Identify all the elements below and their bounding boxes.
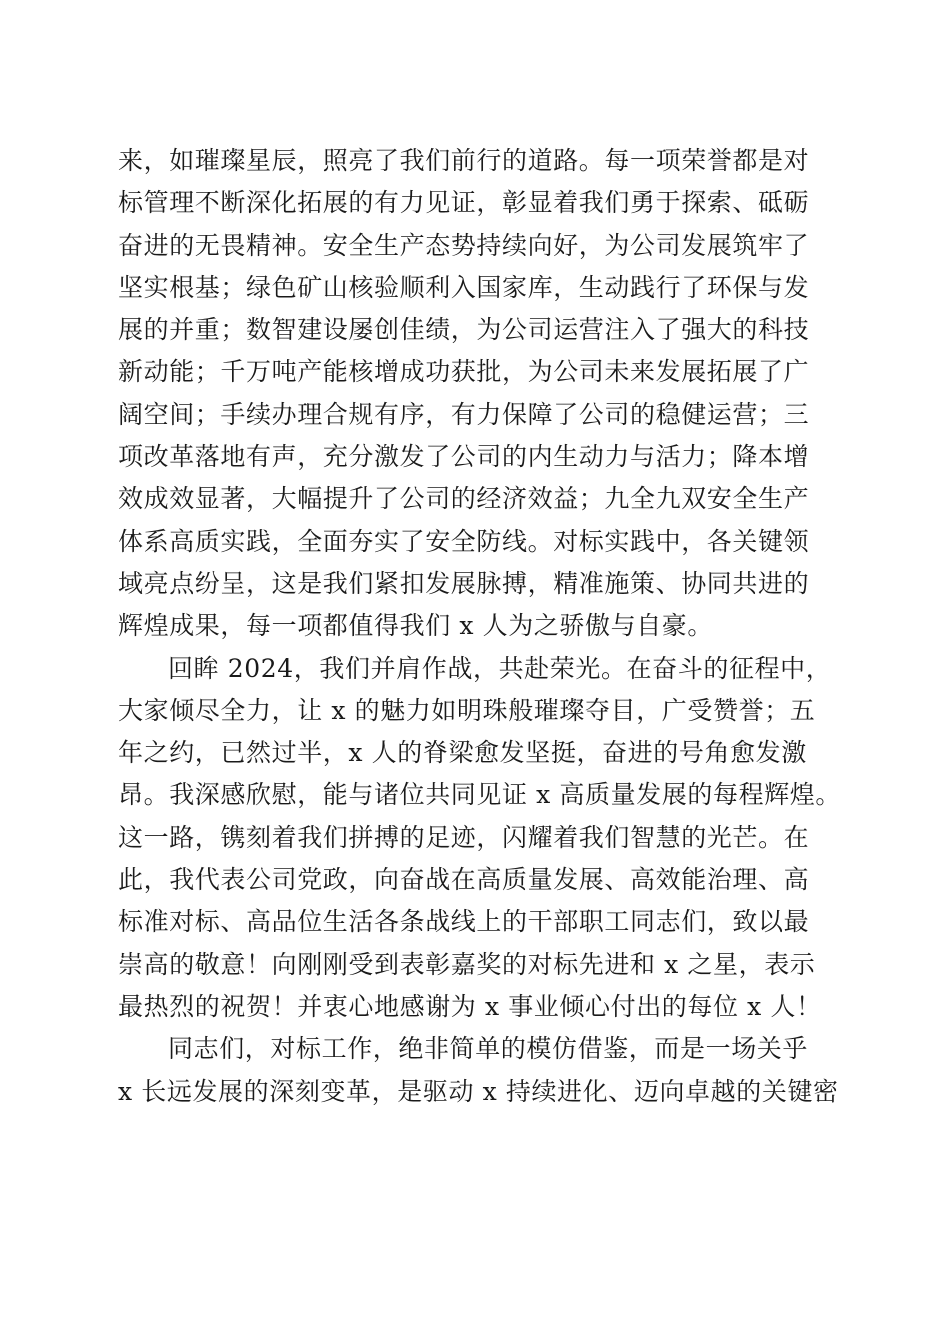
text-line: 项改革落地有声，充分激发了公司的内生动力与活力；降本增 [118, 442, 810, 472]
text-line: 辉煌成果，每一项都值得我们 x 人为之骄傲与自豪。 [118, 611, 713, 641]
text-line: 此，我代表公司党政，向奋战在高质量发展、高效能治理、高 [118, 865, 810, 895]
text-line: 崇高的敬意！向刚刚受到表彰嘉奖的对标先进和 x 之星，表示 [118, 949, 816, 979]
text-line: 同志们，对标工作，绝非简单的模仿借鉴，而是一场关乎 [168, 1034, 809, 1064]
text-line: 回眸 2024，我们并肩作战，共赴荣光。在奋斗的征程中， [168, 653, 832, 683]
text-line: 坚实根基；绿色矿山核验顺利入国家库，生动践行了环保与发 [118, 272, 810, 302]
text-line: 新动能；千万吨产能核增成功获批，为公司未来发展拓展了广 [118, 357, 810, 387]
text-line: 域亮点纷呈，这是我们紧扣发展脉搏，精准施策、协同共进的 [118, 568, 810, 598]
text-line: 这一路，镌刻着我们拼搏的足迹，闪耀着我们智慧的光芒。在 [118, 822, 810, 852]
text-line: 昂。我深感欣慰，能与诸位共同见证 x 高质量发展的每程辉煌。 [118, 780, 841, 810]
text-line: x 长远发展的深刻变革，是驱动 x 持续进化、迈向卓越的关键密 [118, 1076, 839, 1106]
document-body [118, 140, 841, 1113]
text-line: 年之约，已然过半，x 人的脊梁愈发坚挺，奋进的号角愈发激 [118, 738, 807, 768]
text-line: 体系高质实践，全面夯实了安全防线。对标实践中，各关键领 [118, 526, 810, 556]
text-line: 来，如璀璨星辰，照亮了我们前行的道路。每一项荣誉都是对 [118, 146, 810, 175]
text-line: 标管理不断深化拓展的有力见证，彰显着我们勇于探索、砥砺 [118, 188, 810, 218]
text-line: 奋进的无畏精神。安全生产态势持续向好，为公司发展筑牢了 [118, 230, 810, 260]
text-line: 展的并重；数智建设屡创佳绩，为公司运营注入了强大的科技 [118, 315, 810, 345]
text-line: 阔空间；手续办理合规有序，有力保障了公司的稳健运营；三 [118, 399, 810, 429]
text-line: 大家倾尽全力，让 x 的魅力如明珠般璀璨夺目，广受赞誉；五 [118, 695, 816, 725]
text-line: 最热烈的祝贺！并衷心地感谢为 x 事业倾心付出的每位 x 人！ [118, 991, 822, 1021]
text-line: 效成效显著，大幅提升了公司的经济效益；九全九双安全生产 [118, 484, 810, 514]
text-line: 标准对标、高品位生活各条战线上的干部职工同志们，致以最 [118, 907, 810, 937]
